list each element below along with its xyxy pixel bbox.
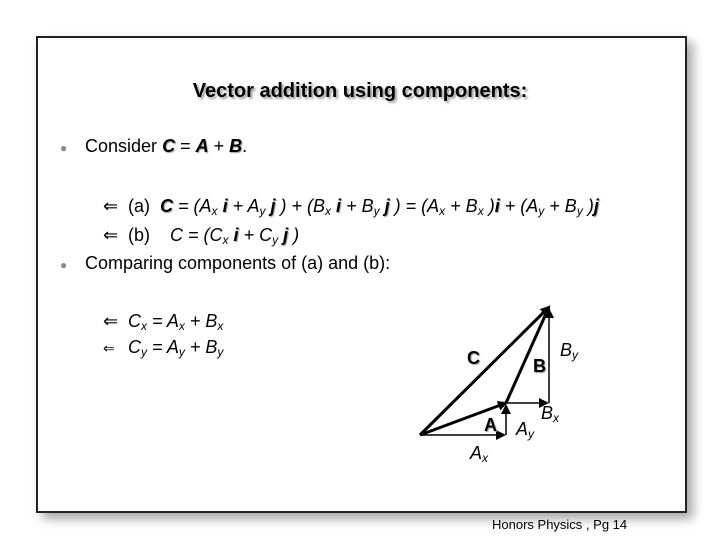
label-ax: $A_x$	[470, 443, 489, 465]
label-bx: $B_x$	[541, 403, 560, 425]
equation-cx: $C_x = A_x + B_x$	[128, 311, 224, 333]
bullet-consider: Consider C = A + B.	[85, 136, 248, 156]
vector-b-arrow	[506, 307, 549, 403]
bullet-dot-icon: ●	[60, 258, 68, 272]
left-arrow-icon: ⇐	[103, 340, 115, 356]
footer-page-label: Honors Physics , Pg 14	[492, 517, 628, 532]
equation-a: (a) $C = (A_x$ $i + A_y$ j ) + ($B_x$ $i + B_y$ j ) = ($A_x + B_x$ )$i + (A_y + B_y$ )j	[128, 196, 599, 218]
equation-cy: $C_y = A_y + B_y$	[128, 337, 224, 359]
bullet-dot-icon: ●	[60, 141, 68, 155]
label-c: C	[467, 348, 480, 368]
label-ay: $A_y$	[516, 419, 535, 441]
equation-b: (b) $C = (C_x$ $i + C_y$ j )	[128, 225, 300, 247]
label-b: B	[533, 356, 546, 376]
slide-title: Vector addition using components:	[192, 80, 528, 102]
left-arrow-icon: ⇐	[103, 196, 119, 216]
bullet-comparing: Comparing components of (a) and (b):	[85, 253, 391, 273]
left-arrow-icon: ⇐	[103, 311, 119, 331]
left-arrow-icon: ⇐	[103, 225, 119, 245]
label-by: $B_y$	[560, 340, 579, 362]
label-a: A	[484, 415, 497, 435]
